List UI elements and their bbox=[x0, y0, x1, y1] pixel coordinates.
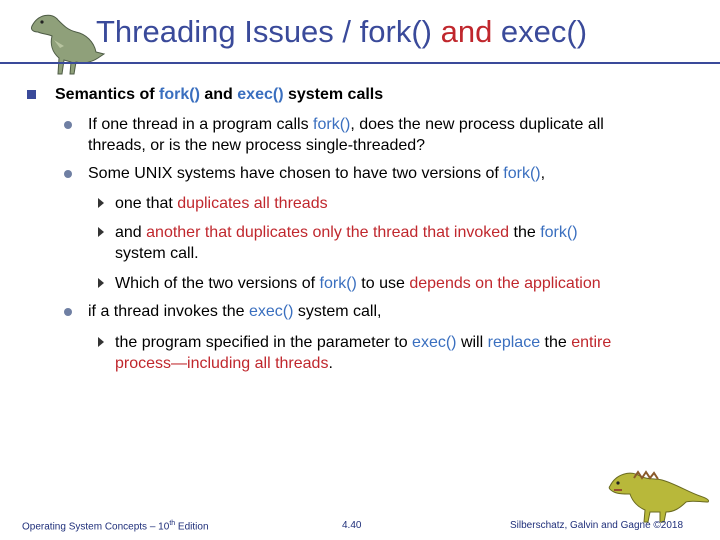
square-bullet-icon bbox=[27, 90, 36, 99]
triangle-bullet-icon bbox=[98, 198, 104, 208]
bullet-exec-call: if a thread invokes the exec() system call, bbox=[88, 303, 382, 320]
footer-book-title: Operating System Concepts – 10th Edition bbox=[22, 520, 209, 533]
subbullet-duplicates-invoking: and another that duplicates only the thread that invoked the fork() system call. bbox=[115, 224, 578, 262]
slide-title: Threading Issues / fork() and exec() bbox=[96, 14, 588, 49]
footer-page-number: 4.40 bbox=[342, 520, 362, 531]
triangle-bullet-icon bbox=[98, 337, 104, 347]
bullet-fork-question: If one thread in a program calls fork(), does the new process duplicate all threads, or is the new process single-threaded? bbox=[88, 116, 604, 154]
bullet-two-versions: Some UNIX systems have chosen to have two versions of fork(), bbox=[88, 165, 546, 182]
round-bullet-icon bbox=[64, 308, 72, 316]
title-rule bbox=[0, 62, 720, 64]
dinosaur-logo-bottom bbox=[600, 456, 712, 524]
subbullet-exec-replace: the program specified in the parameter to exec() will replace the entire process—including all threads. bbox=[115, 334, 612, 372]
section-heading: Semantics of fork() and exec() system calls bbox=[55, 86, 384, 103]
round-bullet-icon bbox=[64, 121, 72, 129]
subbullet-which-version: Which of the two versions of fork() to use depends on the application bbox=[115, 275, 601, 292]
footer-copyright: Silberschatz, Galvin and Gagne ©2018 bbox=[510, 520, 684, 531]
subbullet-duplicates-all: one that duplicates all threads bbox=[115, 195, 328, 212]
triangle-bullet-icon bbox=[98, 227, 104, 237]
round-bullet-icon bbox=[64, 170, 72, 178]
triangle-bullet-icon bbox=[98, 278, 104, 288]
